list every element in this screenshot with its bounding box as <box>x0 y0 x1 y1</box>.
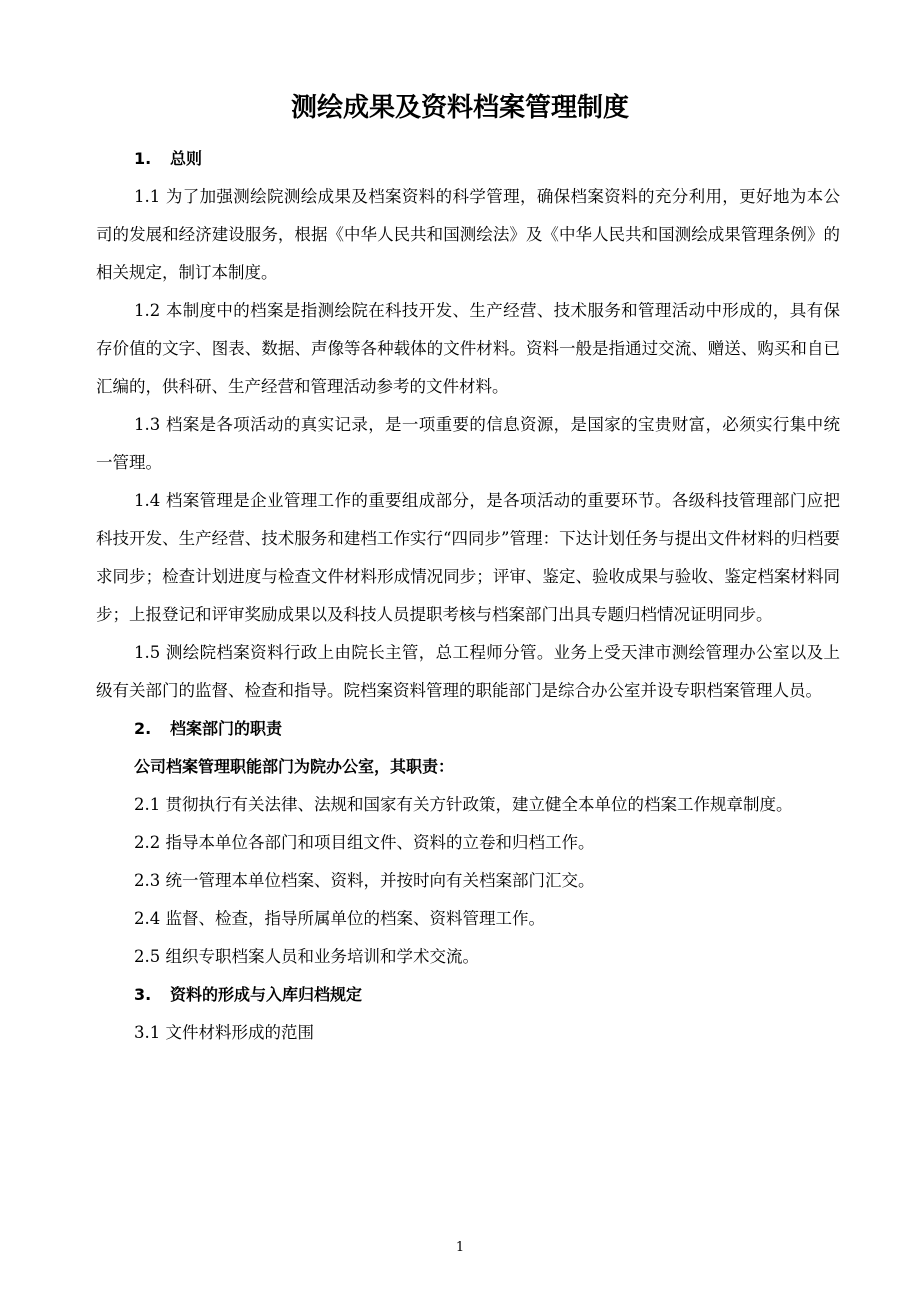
document-title: 测绘成果及资料档案管理制度 <box>290 93 629 123</box>
section-number: 3. <box>134 985 152 1004</box>
paragraph-1-3: 1.3 档案是各项活动的真实记录，是一项重要的信息资源，是国家的宝贵财富，必须实行集中统一管理。 <box>96 415 840 472</box>
section-title: 档案部门的职责 <box>170 719 283 738</box>
paragraph-1-2: 1.2 本制度中的档案是指测绘院在科技开发、生产经营、技术服务和管理活动中形成的，具有保存价值的文字、图表、数据、声像等各种载体的文件材料。资料一般是指通过交流、赠送、购买和自已汇编的，供科研、生产经营和管理活动参考的文件材料。 <box>96 301 840 396</box>
section-number: 1. <box>134 149 152 168</box>
section-number: 2. <box>134 719 152 738</box>
paragraph-1-4: 1.4 档案管理是企业管理工作的重要组成部分，是各项活动的重要环节。各级科技管理部门应把科技开发、生产经营、技术服务和建档工作实行“四同步”管理：下达计划任务与提出文件材料的归档要求同步；检查计划进度与检查文件材料形成情况同步；评审、鉴定、验收成果与验收、鉴定档案材料同步；上报登记和评审奖励成果以及科技人员提职考核与档案部门出具专题归档情况证明同步。 <box>96 491 840 624</box>
section-heading-3 <box>96 976 840 1014</box>
section-intro-2: 公司档案管理职能部门为院办公室，其职责： <box>134 757 455 776</box>
paragraph-2-1: 2.1 贯彻执行有关法律、法规和国家有关方针政策，建立健全本单位的档案工作规章制度。 <box>134 795 793 814</box>
section-heading-1 <box>96 140 840 178</box>
paragraph-2-3: 2.3 统一管理本单位档案、资料，并按时向有关档案部门汇交。 <box>134 871 595 890</box>
paragraph-2-2: 2.2 指导本单位各部门和项目组文件、资料的立卷和归档工作。 <box>134 833 595 852</box>
section-title: 总则 <box>170 149 203 168</box>
paragraph-3-1: 3.1 文件材料形成的范围 <box>134 1023 314 1042</box>
section-heading-2 <box>96 710 840 748</box>
page-number: 1 <box>455 1240 465 1255</box>
paragraph-1-5: 1.5 测绘院档案资料行政上由院长主管，总工程师分管。业务上受天津市测绘管理办公室以及上级有关部门的监督、检查和指导。院档案资料管理的职能部门是综合办公室并设专职档案管理人员。 <box>96 643 840 700</box>
section-title: 资料的形成与入库归档规定 <box>170 985 363 1004</box>
document-body <box>96 140 840 1052</box>
paragraph-1-1: 1.1 为了加强测绘院测绘成果及档案资料的科学管理，确保档案资料的充分利用，更好地为本公司的发展和经济建设服务，根据《中华人民共和国测绘法》及《中华人民共和国测绘成果管理条例》的相关规定，制订本制度。 <box>96 187 840 282</box>
paragraph-2-5: 2.5 组织专职档案人员和业务培训和学术交流。 <box>134 947 479 966</box>
paragraph-2-4: 2.4 监督、检查，指导所属单位的档案、资料管理工作。 <box>134 909 545 928</box>
